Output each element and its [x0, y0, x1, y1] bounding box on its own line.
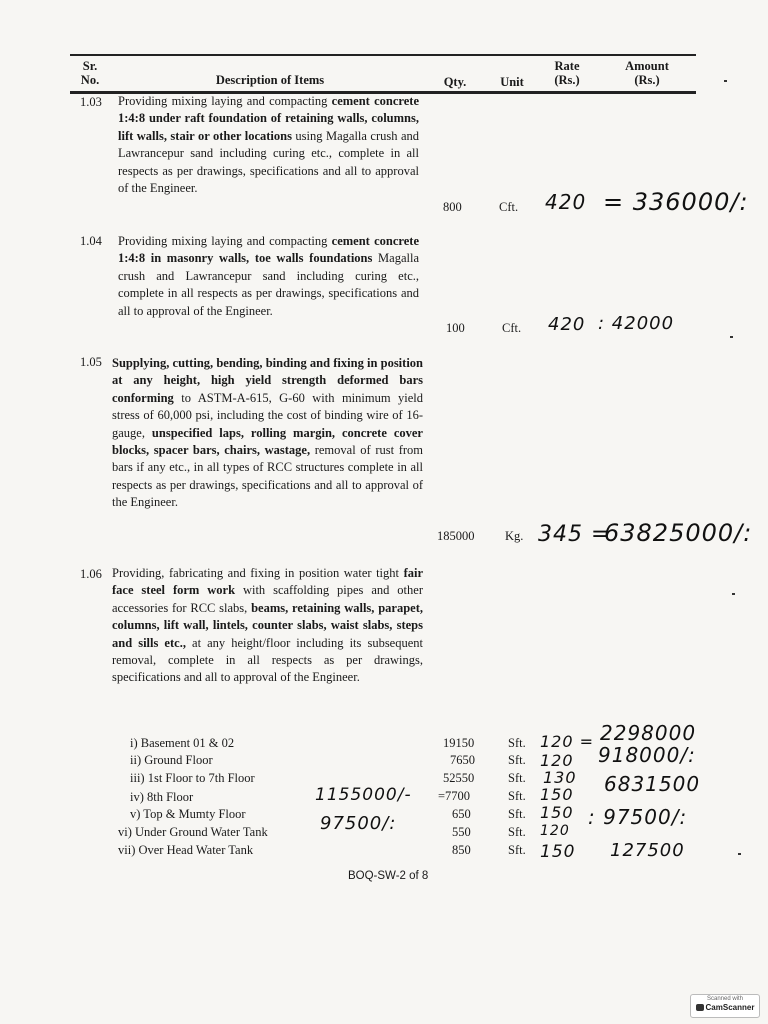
margin-mark — [732, 593, 735, 595]
desc-part: removal of rust from bars if any etc., in all types of RCC structures complete in all respects as per drawings, specifications and all to approval of the Engineer. — [112, 443, 423, 510]
handwritten-rate: 150 — [540, 803, 574, 822]
header-description: Description of Items — [215, 73, 325, 87]
desc-part: fair face steel form work — [112, 566, 423, 598]
desc-part: Providing mixing laying and compacting — [118, 94, 332, 108]
subitem-unit: Sft. — [508, 825, 526, 839]
handwritten-amount: 127500 — [610, 840, 685, 861]
item-number: 1.03 — [80, 95, 102, 109]
subitem-unit: Sft. — [508, 771, 526, 785]
handwritten-rate: 150 — [540, 785, 574, 804]
item-unit: Cft. — [499, 200, 519, 214]
handwritten-rate: 420 — [545, 190, 587, 214]
handwritten-rate: 120 — [540, 751, 574, 770]
item-qty: 185000 — [437, 529, 475, 543]
page-footer: BOQ-SW-2 of 8 — [348, 870, 429, 882]
scanner-brand: CamScanner — [705, 1003, 755, 1012]
desc-part: beams, retaining walls, parapet, columns, lift wall, lintels, counter slabs, waist slabs, steps and sills etc., — [112, 600, 423, 650]
subitem-unit: Sft. — [508, 843, 526, 857]
margin-mark — [724, 80, 727, 82]
desc-part: cement concrete 1:4:8 under raft foundation of retaining walls, columns, lift walls, stair or other locations — [118, 94, 419, 143]
subitem-qty: 650 — [452, 807, 471, 821]
subitem-label: vi) Under Ground Water Tank — [118, 825, 268, 839]
item-description — [118, 233, 419, 320]
item-number: 1.05 — [80, 355, 102, 369]
item-description — [118, 93, 419, 197]
handwritten-rate: 130 — [543, 768, 577, 787]
header-sr-no: Sr. No. — [80, 59, 100, 87]
subitem-label: ii) Ground Floor — [130, 753, 213, 767]
subitem-label: i) Basement 01 & 02 — [130, 736, 235, 750]
item-description — [112, 355, 423, 512]
handwritten-rate: 120 = — [540, 732, 595, 751]
desc-part: using Magalla crush and Lawrancepur sand including curing etc., complete in all respects as per drawings, specifications and all to approval of the Engineer. — [118, 128, 420, 196]
subitem-label: iv) 8th Floor — [130, 790, 194, 804]
header-rate: Rate (Rs.) — [554, 59, 580, 87]
handwritten-amount: 63825000/: — [604, 519, 753, 547]
margin-mark — [738, 853, 741, 855]
desc-part: Providing, fabricating and fixing in position water tight — [112, 566, 404, 580]
desc-part: Magalla crush and Lawrancepur sand including curing etc., complete in all respects as per drawings, specifications and all to approval of the Engineer. — [118, 251, 419, 318]
desc-part: Providing mixing laying and compacting — [118, 234, 332, 248]
handwritten-note: 1155000/- — [315, 785, 412, 805]
subitem-qty: 52550 — [443, 771, 475, 785]
header-amount: Amount (Rs.) — [625, 59, 669, 87]
subitem-qty: 550 — [452, 825, 471, 839]
handwritten-amount: : 97500/: — [588, 805, 688, 829]
handwritten-amount: 6831500 — [604, 772, 701, 796]
handwritten-note: 97500/: — [320, 813, 397, 834]
subitem-unit: Sft. — [508, 789, 526, 803]
item-number: 1.06 — [80, 567, 102, 581]
subitem-qty: 7650 — [450, 753, 475, 767]
camscanner-icon — [696, 1004, 704, 1011]
handwritten-amount: 2298000 — [600, 721, 697, 745]
desc-part: Supplying, cutting, bending, binding and fixing in position at any height, high yield strength deformed bars conforming — [112, 356, 423, 405]
handwritten-rate: 150 — [540, 842, 576, 862]
camscanner-badge — [690, 994, 760, 1018]
subitem-unit: Sft. — [508, 753, 526, 767]
subitem-label: vii) Over Head Water Tank — [118, 843, 254, 857]
handwritten-rate: 345 = — [538, 522, 611, 547]
handwritten-amount: : 42000 — [598, 313, 675, 334]
item-qty: 800 — [443, 200, 462, 214]
subitem-qty: 19150 — [443, 736, 475, 750]
table-top-rule — [70, 54, 696, 56]
subitem-qty: =7700 — [438, 789, 471, 803]
header-qty: Qty. — [443, 75, 467, 89]
scanner-line2 — [691, 1003, 759, 1013]
item-unit: Kg. — [505, 529, 524, 543]
handwritten-amount: 918000/: — [598, 743, 696, 767]
item-unit: Cft. — [502, 321, 522, 335]
desc-part: at any height/floor including its subsequent removal, complete in all respects as per drawings, specifications and all to approval of the Engineer. — [112, 635, 423, 685]
desc-part: to ASTM-A-615, G-60 with minimum yield stress of 60,000 psi, including the cost of binding wire of 16-gauge, — [112, 390, 423, 440]
desc-part: cement concrete 1:4:8 in masonry walls, toe walls foundations — [118, 234, 419, 266]
handwritten-amount: = 336000/: — [603, 188, 749, 216]
item-description — [112, 565, 423, 687]
handwritten-rate: 420 — [548, 314, 586, 335]
subitem-unit: Sft. — [508, 807, 526, 821]
subitem-label: iii) 1st Floor to 7th Floor — [130, 771, 255, 785]
subitem-label: v) Top & Mumty Floor — [130, 807, 246, 821]
scanner-line1: Scanned with — [706, 996, 744, 1002]
header-unit: Unit — [500, 75, 524, 89]
desc-part: unspecified laps, rolling margin, concrete cover blocks, spacer bars, chairs, wastage, — [112, 425, 423, 458]
subitem-qty: 850 — [452, 843, 471, 857]
margin-mark — [730, 336, 733, 338]
item-qty: 100 — [446, 321, 465, 335]
handwritten-rate: 120 — [540, 823, 570, 839]
desc-part: with scaffolding pipes and other accessories for RCC slabs, — [112, 583, 423, 615]
item-number: 1.04 — [80, 234, 102, 248]
subitem-unit: Sft. — [508, 736, 526, 750]
